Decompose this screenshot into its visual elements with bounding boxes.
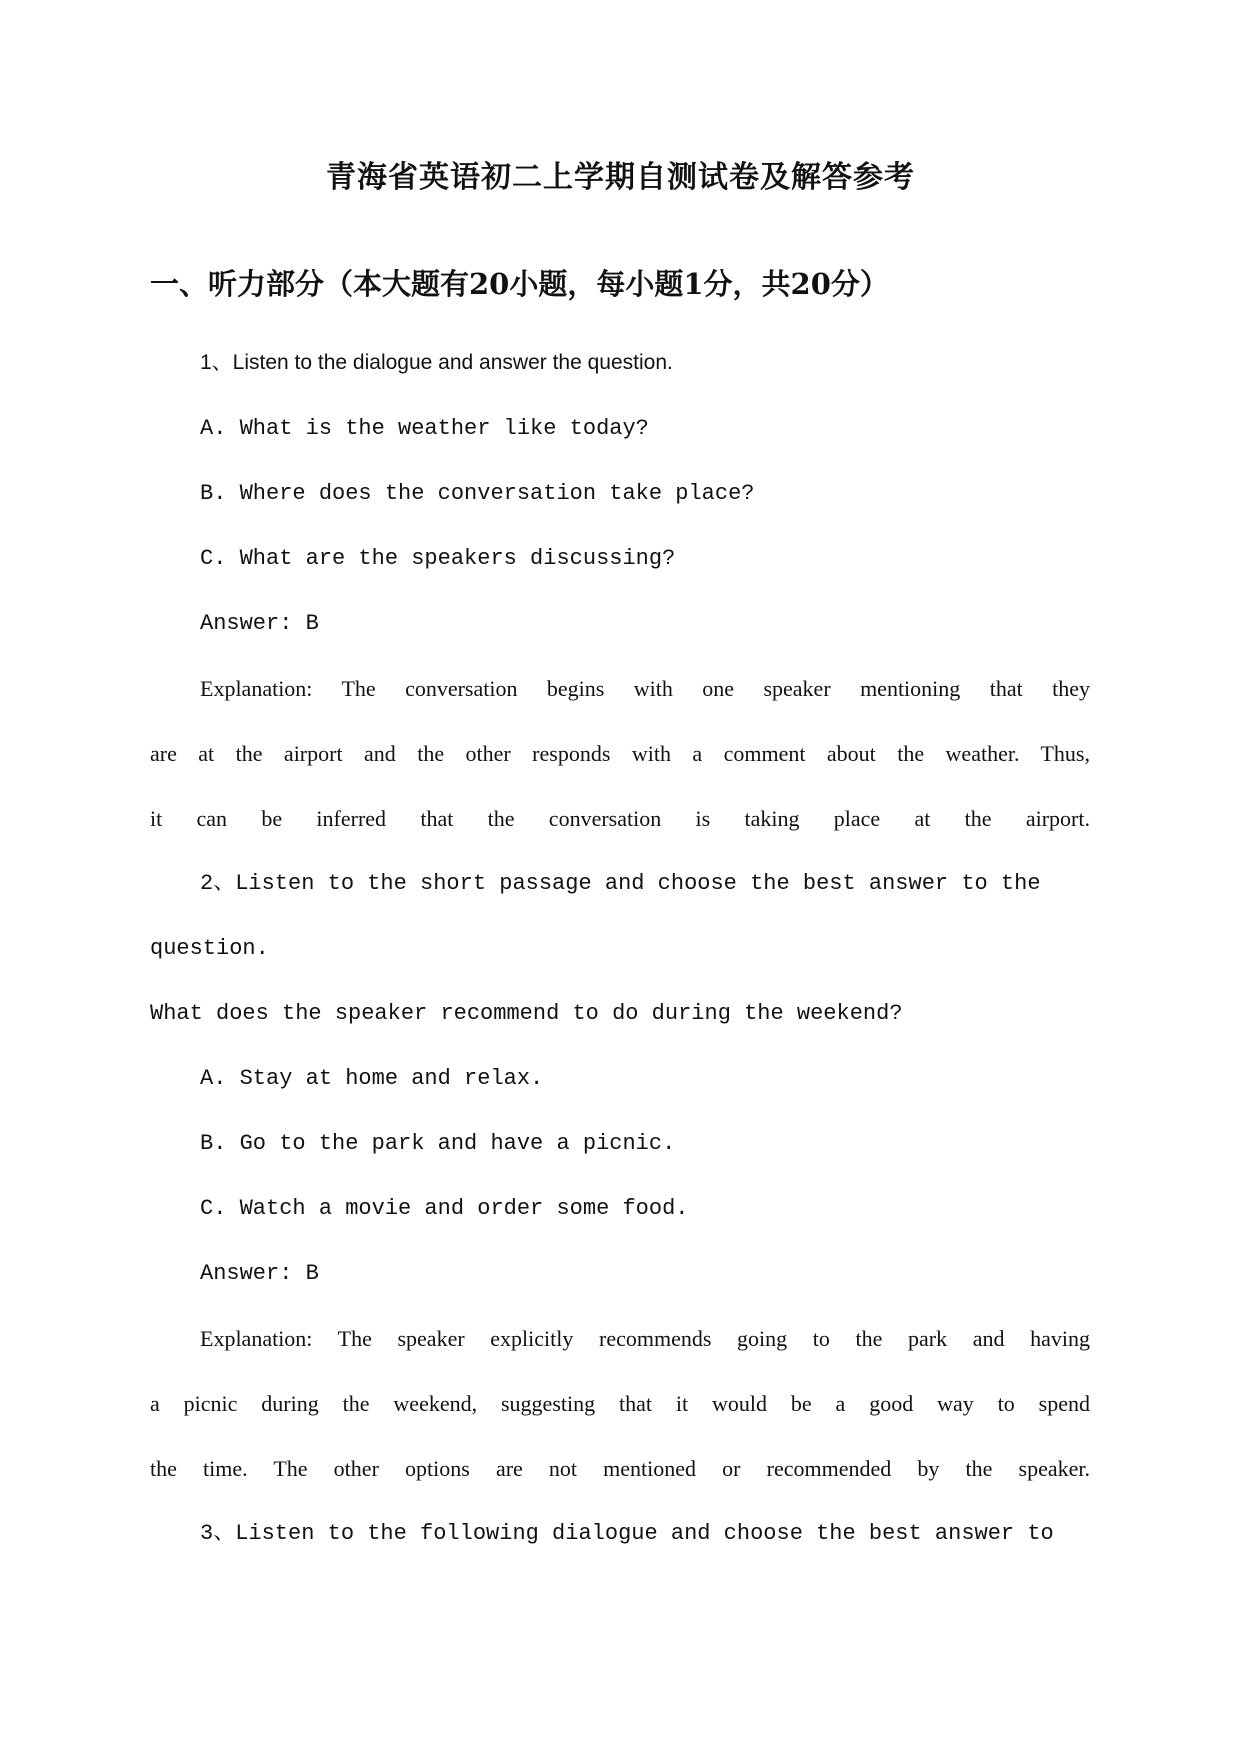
q1-option-c: C. What are the speakers discussing? xyxy=(200,546,676,571)
q1-prompt: 1、Listen to the dialogue and answer the question. xyxy=(200,351,673,374)
q2-question: What does the speaker recommend to do during the weekend? xyxy=(150,1001,903,1026)
q2-prompt-line-2: question. xyxy=(150,936,269,961)
q2-explanation-line-1: Explanation: The speaker explicitly recommends going to the park and having xyxy=(200,1326,1090,1351)
q2-answer: Answer: B xyxy=(200,1261,319,1286)
section-heading-listening: 一、听力部分（本大题有20小题，每小题1分，共20分） xyxy=(150,267,889,301)
q2-explanation-line-2: a picnic during the weekend, suggesting that it would be a good way to spend xyxy=(150,1391,1090,1416)
q1-explanation-line-3: it can be inferred that the conversation is taking place at the airport. xyxy=(150,806,1090,831)
document-title: 青海省英语初二上学期自测试卷及解答参考 xyxy=(326,160,915,195)
q2-option-b: B. Go to the park and have a picnic. xyxy=(200,1131,676,1156)
q3-prompt-line-1: 3、Listen to the following dialogue and choose the best answer to xyxy=(200,1521,1054,1546)
q1-answer: Answer: B xyxy=(200,611,319,636)
q1-explanation-line-1: Explanation: The conversation begins with one speaker mentioning that they xyxy=(200,676,1090,701)
q2-option-c: C. Watch a movie and order some food. xyxy=(200,1196,689,1221)
q1-explanation-line-2: are at the airport and the other responds with a comment about the weather. Thus, xyxy=(150,741,1090,766)
q2-prompt-line-1: 2、Listen to the short passage and choose the best answer to the xyxy=(200,871,1041,896)
q2-explanation-line-3: the time. The other options are not mentioned or recommended by the speaker. xyxy=(150,1456,1090,1481)
q1-option-b: B. Where does the conversation take place? xyxy=(200,481,755,506)
q1-option-a: A. What is the weather like today? xyxy=(200,416,649,441)
q2-option-a: A. Stay at home and relax. xyxy=(200,1066,544,1091)
